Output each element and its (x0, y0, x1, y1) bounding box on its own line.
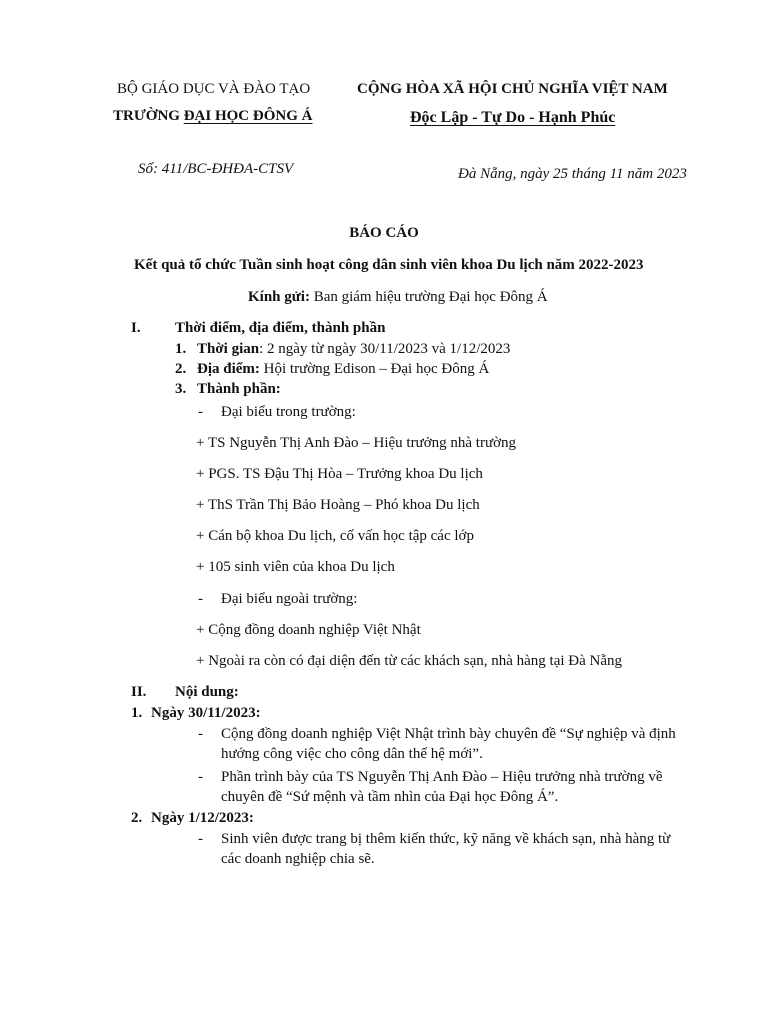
day-label: Ngày 1/12/2023: (151, 810, 254, 826)
document-number: Số: 411/BC-ĐHĐA-CTSV (138, 161, 294, 177)
recipient-label: Kính gửi: (248, 289, 310, 305)
recipient-text: Ban giám hiệu trường Đại học Đông Á (309, 289, 548, 305)
section2-numeral: II. (131, 684, 147, 700)
school-name (113, 108, 312, 125)
item-number: 1. (175, 341, 187, 357)
school-name-underlined: ĐẠI HỌC ĐÔNG Á (183, 108, 313, 124)
school-name-prefix: TRƯỜNG (113, 108, 184, 124)
recipient-line (248, 289, 548, 306)
day-number: 1. (131, 705, 143, 721)
bullet-text-line1: Phần trình bày của TS Nguyễn Thị Anh Đào – Hiệu trưởng nhà trường về (221, 769, 663, 785)
item-label: Thời gian (197, 341, 260, 357)
place-date: Đà Nẵng, ngày 25 tháng 11 năm 2023 (458, 166, 687, 182)
bullet-dash: - (198, 769, 203, 785)
bullet-text-line2: hướng công việc cho công dân thế hệ mới”. (221, 746, 483, 762)
list-item: + ThS Trần Thị Bảo Hoàng – Phó khoa Du lịch (196, 497, 480, 513)
bullet-text-line2: chuyên đề “Sứ mệnh và tầm nhìn của Đại học Đông Á”. (221, 789, 559, 805)
list-item-time (175, 341, 510, 358)
list-item: + PGS. TS Đậu Thị Hòa – Trưởng khoa Du lịch (196, 466, 483, 482)
day2-heading (131, 810, 254, 827)
section2-heading: Nội dung: (175, 684, 239, 700)
item-label: Thành phần: (197, 381, 281, 397)
report-title: BÁO CÁO (349, 225, 419, 241)
bullet-dash: - (198, 831, 203, 847)
day-label: Ngày 30/11/2023: (151, 705, 261, 721)
republic-name: CỘNG HÒA XÃ HỘI CHỦ NGHĨA VIỆT NAM (357, 81, 668, 97)
list-item: + Cán bộ khoa Du lịch, cố vấn học tập các lớp (196, 528, 474, 544)
internal-delegates-label: Đại biểu trong trường: (221, 404, 356, 420)
bullet-dash: - (198, 726, 203, 742)
item-text: Hội trường Edison – Đại học Đông Á (259, 361, 490, 377)
day1-heading (131, 705, 261, 722)
bullet-text-line1: Cộng đồng doanh nghiệp Việt Nhật trình bày chuyên đề “Sự nghiệp và định (221, 726, 676, 742)
item-number: 2. (175, 361, 187, 377)
list-item: + Ngoài ra còn có đại diện đến từ các khách sạn, nhà hàng tại Đà Nẵng (196, 653, 623, 669)
list-item: + Cộng đồng doanh nghiệp Việt Nhật (196, 622, 421, 638)
external-delegates-label: Đại biểu ngoài trường: (221, 591, 358, 607)
external-delegates-dash: - (198, 591, 203, 607)
national-motto: Độc Lập - Tự Do - Hạnh Phúc (410, 109, 616, 126)
item-label: Địa điểm: (197, 361, 260, 377)
list-item: + 105 sinh viên của khoa Du lịch (196, 559, 395, 575)
list-item: + TS Nguyễn Thị Anh Đào – Hiệu trưởng nhà trường (196, 435, 517, 451)
bullet-text-line2: các doanh nghiệp chia sẽ. (221, 851, 375, 867)
ministry-name: BỘ GIÁO DỤC VÀ ĐÀO TẠO (117, 81, 311, 97)
item-number: 3. (175, 381, 187, 397)
item-text: : 2 ngày từ ngày 30/11/2023 và 1/12/2023 (259, 341, 511, 357)
internal-delegates-dash: - (198, 404, 203, 420)
day-number: 2. (131, 810, 143, 826)
section1-numeral: I. (131, 320, 141, 336)
list-item-location (175, 361, 489, 378)
report-subtitle: Kết quả tổ chức Tuần sinh hoạt công dân sinh viên khoa Du lịch năm 2022-2023 (134, 257, 644, 273)
list-item-participants (175, 381, 281, 398)
bullet-text-line1: Sinh viên được trang bị thêm kiến thức, kỹ năng về khách sạn, nhà hàng từ (221, 831, 671, 847)
section1-heading: Thời điểm, địa điểm, thành phần (175, 320, 386, 336)
